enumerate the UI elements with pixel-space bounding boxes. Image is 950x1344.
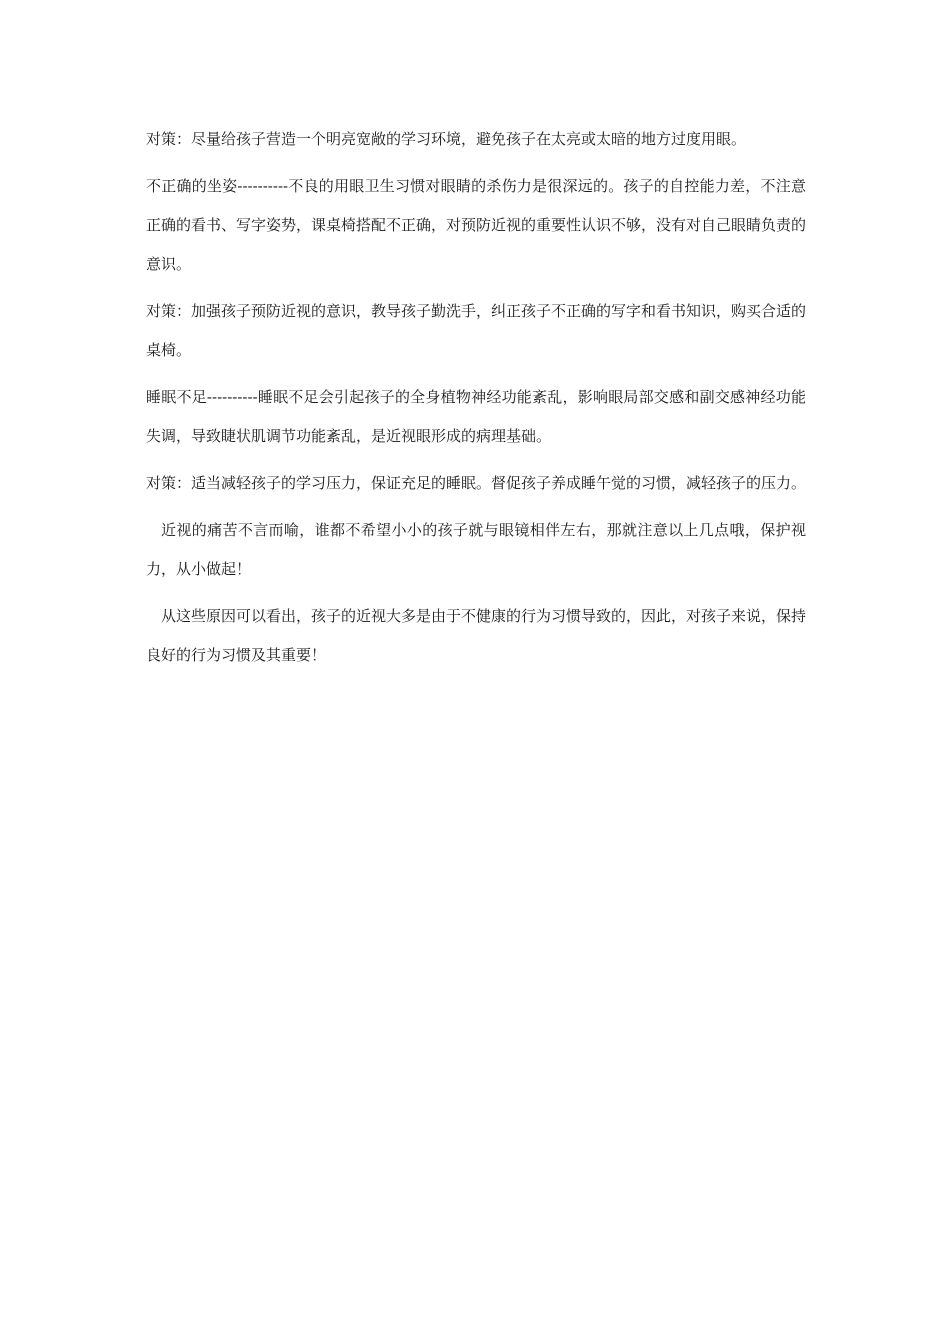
paragraph-conclusion: 从这些原因可以看出，孩子的近视大多是由于不健康的行为习惯导致的，因此，对孩子来说，保持良好的行为习惯及其重要！ (146, 607, 807, 664)
document-body (146, 120, 806, 683)
paragraph-sleep-countermeasure: 对策：适当减轻孩子的学习压力，保证充足的睡眠。督促孩子养成睡午觉的习惯，减轻孩子的压力。 (146, 474, 807, 492)
paragraph-protect-vision: 近视的痛苦不言而喻，谁都不希望小小的孩子就与眼镜相伴左右，那就注意以上几点哦，保护视力，从小做起！ (146, 521, 806, 578)
paragraph-lighting-countermeasure: 对策：尽量给孩子营造一个明亮宽敞的学习环境，避免孩子在太亮或太暗的地方过度用眼。 (146, 130, 747, 148)
paragraph-incorrect-posture: 不正确的坐姿----------不良的用眼卫生习惯对眼睛的杀伤力是很深远的。孩子的自控能力差，不注意正确的看书、写字姿势，课桌椅搭配不正确，对预防近视的重要性认识不够，没有对自己眼睛负责的意识。 (146, 177, 807, 273)
paragraph-posture-countermeasure: 对策：加强孩子预防近视的意识，教导孩子勤洗手，纠正孩子不正确的写字和看书知识，购买合适的桌椅。 (146, 302, 807, 359)
paragraph-lack-of-sleep: 睡眠不足----------睡眠不足会引起孩子的全身植物神经功能紊乱，影响眼局部交感和副交感神经功能失调，导致睫状肌调节功能紊乱，是近视眼形成的病理基础。 (146, 388, 806, 445)
